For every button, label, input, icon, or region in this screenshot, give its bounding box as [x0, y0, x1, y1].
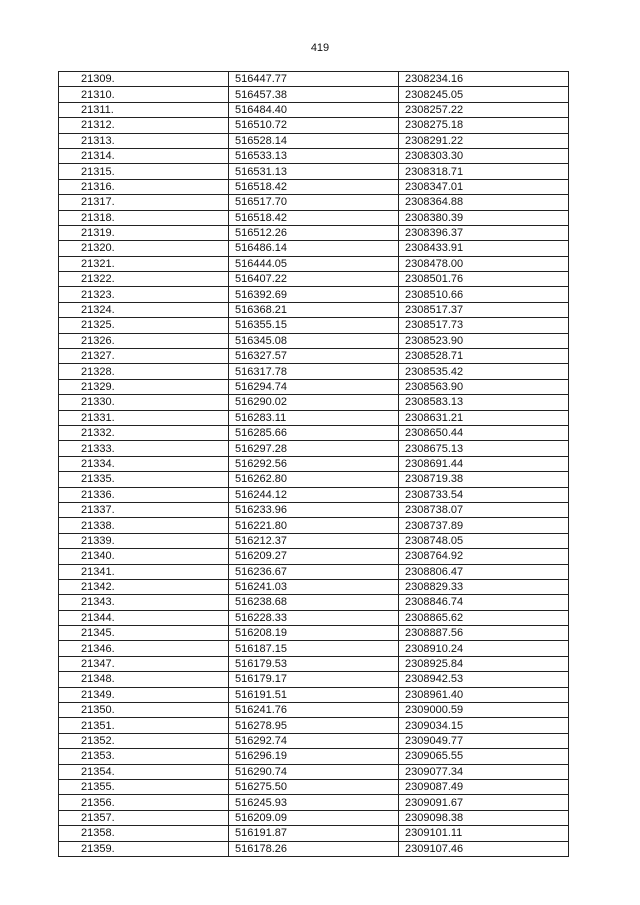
easting-cell: 516179.53: [229, 656, 399, 671]
table-row: [59, 687, 569, 702]
coordinates-table: [58, 71, 569, 857]
point-number-cell: 21344.: [59, 610, 229, 625]
table-row: [59, 487, 569, 502]
northing-cell: 2309087.49: [399, 779, 569, 794]
table-row: [59, 518, 569, 533]
point-number-cell: 21316.: [59, 179, 229, 194]
northing-cell: 2308631.21: [399, 410, 569, 425]
easting-cell: 516518.42: [229, 179, 399, 194]
table-row: [59, 87, 569, 102]
easting-cell: 516191.87: [229, 826, 399, 841]
easting-cell: 516355.15: [229, 318, 399, 333]
table-row: [59, 225, 569, 240]
northing-cell: 2308318.71: [399, 164, 569, 179]
northing-cell: 2309065.55: [399, 749, 569, 764]
point-number-cell: 21356.: [59, 795, 229, 810]
northing-cell: 2308865.62: [399, 610, 569, 625]
easting-cell: 516447.77: [229, 72, 399, 87]
easting-cell: 516275.50: [229, 779, 399, 794]
point-number-cell: 21323.: [59, 287, 229, 302]
point-number-cell: 21309.: [59, 72, 229, 87]
point-number-cell: 21320.: [59, 241, 229, 256]
table-row: [59, 349, 569, 364]
table-row: [59, 302, 569, 317]
easting-cell: 516368.21: [229, 302, 399, 317]
northing-cell: 2308961.40: [399, 687, 569, 702]
table-row: [59, 272, 569, 287]
northing-cell: 2309034.15: [399, 718, 569, 733]
point-number-cell: 21326.: [59, 333, 229, 348]
northing-cell: 2308364.88: [399, 195, 569, 210]
northing-cell: 2308733.54: [399, 487, 569, 502]
table-row: [59, 318, 569, 333]
easting-cell: 516296.19: [229, 749, 399, 764]
northing-cell: 2308925.84: [399, 656, 569, 671]
easting-cell: 516510.72: [229, 118, 399, 133]
easting-cell: 516533.13: [229, 148, 399, 163]
table-row: [59, 841, 569, 856]
northing-cell: 2308748.05: [399, 533, 569, 548]
point-number-cell: 21319.: [59, 225, 229, 240]
table-row: [59, 256, 569, 271]
northing-cell: 2308396.37: [399, 225, 569, 240]
point-number-cell: 21329.: [59, 379, 229, 394]
point-number-cell: 21354.: [59, 764, 229, 779]
point-number-cell: 21325.: [59, 318, 229, 333]
northing-cell: 2309049.77: [399, 733, 569, 748]
easting-cell: 516233.96: [229, 502, 399, 517]
point-number-cell: 21355.: [59, 779, 229, 794]
point-number-cell: 21343.: [59, 595, 229, 610]
northing-cell: 2308380.39: [399, 210, 569, 225]
table-row: [59, 379, 569, 394]
point-number-cell: 21359.: [59, 841, 229, 856]
table-row: [59, 656, 569, 671]
table-row: [59, 333, 569, 348]
easting-cell: 516244.12: [229, 487, 399, 502]
northing-cell: 2308234.16: [399, 72, 569, 87]
northing-cell: 2308942.53: [399, 672, 569, 687]
point-number-cell: 21338.: [59, 518, 229, 533]
easting-cell: 516191.51: [229, 687, 399, 702]
table-row: [59, 287, 569, 302]
table-row: [59, 810, 569, 825]
easting-cell: 516345.08: [229, 333, 399, 348]
table-row: [59, 364, 569, 379]
northing-cell: 2308675.13: [399, 441, 569, 456]
easting-cell: 516241.03: [229, 579, 399, 594]
easting-cell: 516228.33: [229, 610, 399, 625]
northing-cell: 2308737.89: [399, 518, 569, 533]
northing-cell: 2309091.67: [399, 795, 569, 810]
easting-cell: 516292.56: [229, 456, 399, 471]
northing-cell: 2309077.34: [399, 764, 569, 779]
northing-cell: 2308583.13: [399, 395, 569, 410]
easting-cell: 516245.93: [229, 795, 399, 810]
point-number-cell: 21346.: [59, 641, 229, 656]
easting-cell: 516236.67: [229, 564, 399, 579]
northing-cell: 2308291.22: [399, 133, 569, 148]
easting-cell: 516517.70: [229, 195, 399, 210]
table-row: [59, 549, 569, 564]
easting-cell: 516179.17: [229, 672, 399, 687]
northing-cell: 2308719.38: [399, 472, 569, 487]
easting-cell: 516297.28: [229, 441, 399, 456]
table-row: [59, 179, 569, 194]
easting-cell: 516444.05: [229, 256, 399, 271]
point-number-cell: 21328.: [59, 364, 229, 379]
point-number-cell: 21313.: [59, 133, 229, 148]
easting-cell: 516209.27: [229, 549, 399, 564]
northing-cell: 2308517.73: [399, 318, 569, 333]
northing-cell: 2308523.90: [399, 333, 569, 348]
point-number-cell: 21352.: [59, 733, 229, 748]
easting-cell: 516484.40: [229, 102, 399, 117]
table-row: [59, 595, 569, 610]
table-row: [59, 749, 569, 764]
point-number-cell: 21314.: [59, 148, 229, 163]
northing-cell: 2308535.42: [399, 364, 569, 379]
point-number-cell: 21345.: [59, 626, 229, 641]
table-row: [59, 703, 569, 718]
point-number-cell: 21312.: [59, 118, 229, 133]
point-number-cell: 21333.: [59, 441, 229, 456]
northing-cell: 2308738.07: [399, 502, 569, 517]
point-number-cell: 21310.: [59, 87, 229, 102]
northing-cell: 2308528.71: [399, 349, 569, 364]
table-row: [59, 502, 569, 517]
point-number-cell: 21341.: [59, 564, 229, 579]
northing-cell: 2309101.11: [399, 826, 569, 841]
point-number-cell: 21350.: [59, 703, 229, 718]
easting-cell: 516241.76: [229, 703, 399, 718]
point-number-cell: 21330.: [59, 395, 229, 410]
easting-cell: 516278.95: [229, 718, 399, 733]
northing-cell: 2308846.74: [399, 595, 569, 610]
point-number-cell: 21324.: [59, 302, 229, 317]
northing-cell: 2308764.92: [399, 549, 569, 564]
point-number-cell: 21334.: [59, 456, 229, 471]
point-number-cell: 21348.: [59, 672, 229, 687]
easting-cell: 516290.74: [229, 764, 399, 779]
easting-cell: 516187.15: [229, 641, 399, 656]
northing-cell: 2308887.56: [399, 626, 569, 641]
northing-cell: 2308478.00: [399, 256, 569, 271]
easting-cell: 516528.14: [229, 133, 399, 148]
northing-cell: 2309098.38: [399, 810, 569, 825]
northing-cell: 2308275.18: [399, 118, 569, 133]
table-row: [59, 195, 569, 210]
page-number: 419: [310, 42, 330, 54]
table-row: [59, 626, 569, 641]
table-row: [59, 395, 569, 410]
easting-cell: 516531.13: [229, 164, 399, 179]
point-number-cell: 21335.: [59, 472, 229, 487]
point-number-cell: 21322.: [59, 272, 229, 287]
northing-cell: 2308563.90: [399, 379, 569, 394]
table-row: [59, 733, 569, 748]
table-row: [59, 533, 569, 548]
easting-cell: 516209.09: [229, 810, 399, 825]
northing-cell: 2308245.05: [399, 87, 569, 102]
table-row: [59, 210, 569, 225]
table-row: [59, 718, 569, 733]
easting-cell: 516290.02: [229, 395, 399, 410]
table-row: [59, 764, 569, 779]
point-number-cell: 21321.: [59, 256, 229, 271]
easting-cell: 516262.80: [229, 472, 399, 487]
point-number-cell: 21349.: [59, 687, 229, 702]
easting-cell: 516208.19: [229, 626, 399, 641]
table-row: [59, 410, 569, 425]
northing-cell: 2309000.59: [399, 703, 569, 718]
easting-cell: 516178.26: [229, 841, 399, 856]
table-row: [59, 241, 569, 256]
easting-cell: 516392.69: [229, 287, 399, 302]
point-number-cell: 21331.: [59, 410, 229, 425]
table-row: [59, 564, 569, 579]
easting-cell: 516518.42: [229, 210, 399, 225]
easting-cell: 516407.22: [229, 272, 399, 287]
point-number-cell: 21358.: [59, 826, 229, 841]
northing-cell: 2308433.91: [399, 241, 569, 256]
table-row: [59, 148, 569, 163]
northing-cell: 2308910.24: [399, 641, 569, 656]
point-number-cell: 21336.: [59, 487, 229, 502]
northing-cell: 2308510.66: [399, 287, 569, 302]
table-row: [59, 610, 569, 625]
easting-cell: 516283.11: [229, 410, 399, 425]
northing-cell: 2308517.37: [399, 302, 569, 317]
easting-cell: 516292.74: [229, 733, 399, 748]
table-row: [59, 102, 569, 117]
northing-cell: 2308829.33: [399, 579, 569, 594]
easting-cell: 516512.26: [229, 225, 399, 240]
northing-cell: 2308303.30: [399, 148, 569, 163]
northing-cell: 2308257.22: [399, 102, 569, 117]
table-row: [59, 425, 569, 440]
point-number-cell: 21332.: [59, 425, 229, 440]
table-row: [59, 441, 569, 456]
table-row: [59, 779, 569, 794]
point-number-cell: 21315.: [59, 164, 229, 179]
point-number-cell: 21339.: [59, 533, 229, 548]
point-number-cell: 21311.: [59, 102, 229, 117]
table-row: [59, 826, 569, 841]
easting-cell: 516221.80: [229, 518, 399, 533]
point-number-cell: 21342.: [59, 579, 229, 594]
easting-cell: 516327.57: [229, 349, 399, 364]
point-number-cell: 21340.: [59, 549, 229, 564]
table-row: [59, 164, 569, 179]
northing-cell: 2308650.44: [399, 425, 569, 440]
point-number-cell: 21317.: [59, 195, 229, 210]
point-number-cell: 21351.: [59, 718, 229, 733]
easting-cell: 516212.37: [229, 533, 399, 548]
easting-cell: 516457.38: [229, 87, 399, 102]
point-number-cell: 21318.: [59, 210, 229, 225]
table-row: [59, 472, 569, 487]
point-number-cell: 21337.: [59, 502, 229, 517]
point-number-cell: 21357.: [59, 810, 229, 825]
easting-cell: 516486.14: [229, 241, 399, 256]
table-row: [59, 118, 569, 133]
table-row: [59, 641, 569, 656]
northing-cell: 2309107.46: [399, 841, 569, 856]
easting-cell: 516294.74: [229, 379, 399, 394]
northing-cell: 2308347.01: [399, 179, 569, 194]
easting-cell: 516317.78: [229, 364, 399, 379]
coordinates-table-body: [59, 72, 569, 857]
table-row: [59, 672, 569, 687]
table-row: [59, 133, 569, 148]
northing-cell: 2308501.76: [399, 272, 569, 287]
easting-cell: 516285.66: [229, 425, 399, 440]
table-row: [59, 795, 569, 810]
northing-cell: 2308691.44: [399, 456, 569, 471]
point-number-cell: 21327.: [59, 349, 229, 364]
table-row: [59, 72, 569, 87]
point-number-cell: 21347.: [59, 656, 229, 671]
table-row: [59, 579, 569, 594]
northing-cell: 2308806.47: [399, 564, 569, 579]
table-row: [59, 456, 569, 471]
easting-cell: 516238.68: [229, 595, 399, 610]
point-number-cell: 21353.: [59, 749, 229, 764]
